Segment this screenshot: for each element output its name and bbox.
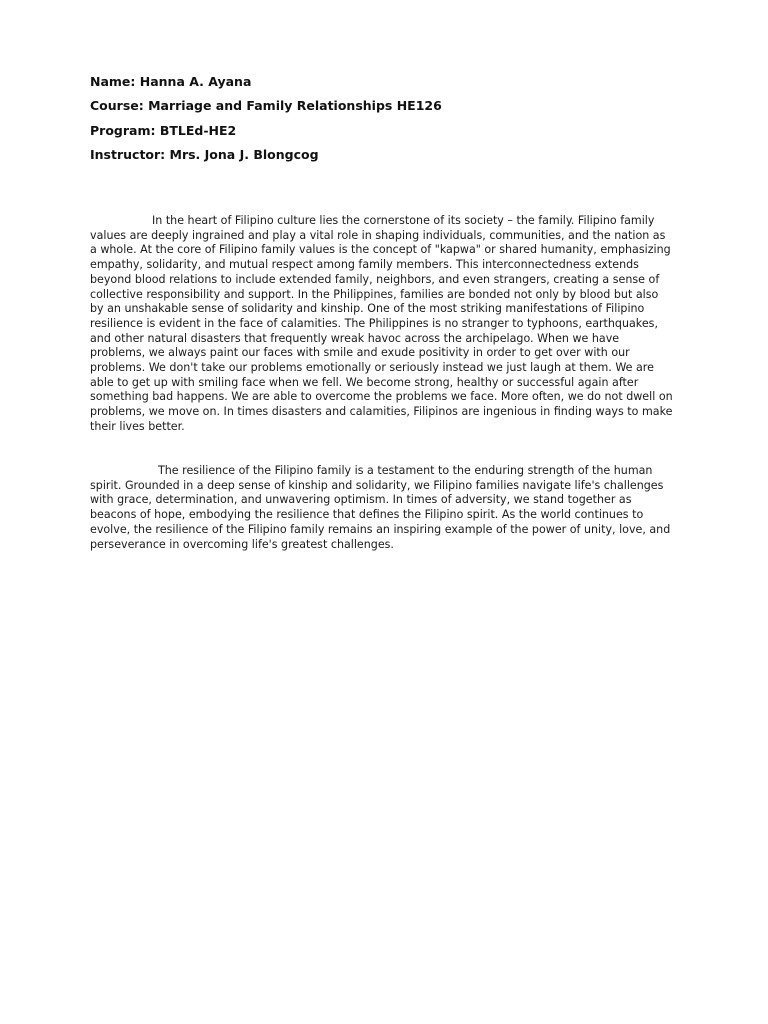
course-title: Course: Marriage and Family Relationships HE126	[90, 98, 442, 114]
essay-paragraph-2: The resilience of the Filipino family is a testament to the enduring strength of the human spirit. Grounded in a deep sense of kinship and solidarity, we Filipino families navigate life's challenges with grace, determination, and unwavering optimism. In times of adversity, we stand together as beacons of hope, embodying the resilience that defines the Filipino spirit. As the world continues to evolve, the resilience of the Filipino family remains an inspiring example of the power of unity, love, and perseverance in overcoming life's greatest challenges.	[90, 464, 671, 551]
student-info-header	[90, 70, 690, 167]
student-name: Name: Hanna A. Ayana	[90, 74, 252, 89]
essay-body	[90, 214, 673, 552]
essay-paragraph-1: In the heart of Filipino culture lies the cornerstone of its society – the family. Filipino family values are deeply ingrained and play a vital role in shaping individuals, communities, and the nation as a whole. At the core of Filipino family values is the concept of "kapwa" or shared humanity, emphasizing empathy, solidarity, and mutual respect among family members. This interconnectedness extends beyond blood relations to include extended family, neighbors, and even strangers, creating a sense of collective responsibility and support. In the Philippines, families are bonded not only by blood but also by an unshakable sense of solidarity and kinship. One of the most striking manifestations of Filipino resilience is evident in the face of calamities. The Philippines is no stranger to typhoons, earthquakes, and other natural disasters that frequently wreak havoc across the archipelago. When we have problems, we always paint our faces with smile and exude positivity in order to get over with our problems. We don't take our problems emotionally or seriously instead we just laugh at them. We are able to get up with smiling face when we fell. We become strong, healthy or successful again after something bad happens. We are able to overcome the problems we face. More often, we do not dwell on problems, we move on. In times disasters and calamities, Filipinos are ingenious in finding ways to make their lives better.	[90, 214, 673, 433]
instructor-name: Instructor: Mrs. Jona J. Blongcog	[90, 146, 319, 162]
program-name: Program: BTLEd-HE2	[90, 122, 237, 138]
